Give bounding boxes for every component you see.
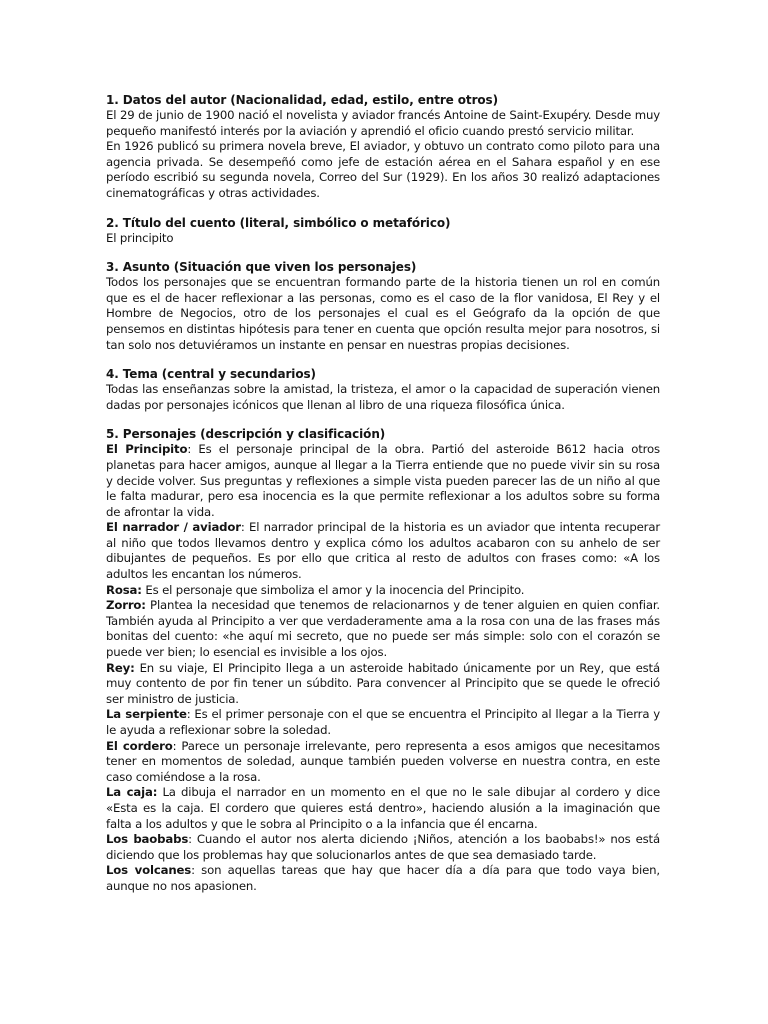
section-author (106, 92, 660, 202)
section-paragraph: El 29 de junio de 1900 nació el novelista y aviador francés Antoine de Saint-Exupéry. Desde muy pequeño manifestó interés por la aviación y aprendió el oficio cuando prestó servicio militar. (106, 108, 660, 138)
character-name: El Principito (106, 442, 188, 457)
character-description: : son aquellas tareas que hay que hacer día a día para que todo vaya bien, aunque no nos apasionen. (106, 863, 660, 893)
character-description: : El narrador principal de la historia es un aviador que intenta recuperar al niño que todos llevamos dentro y explica cómo los adultos acabaron con su anhelo de ser dibujantes de pequeños. Es por ello que critica al resto de adultos con frases como: «A los adultos les encantan los números. (106, 520, 660, 582)
character-description: La dibuja el narrador en un momento en el que no le sale dibujar al cordero y dice «Esta es la caja. El cordero que quieres está dentro», haciendo alusión a la imaginación que falta a los adultos y que le sobra al Principito o a la infancia que él encarna. (106, 785, 660, 831)
section-paragraph: Todas las enseñanzas sobre la amistad, la tristeza, el amor o la capacidad de superación vienen dadas por personajes icónicos que llenan al libro de una riqueza filosófica única. (106, 382, 660, 412)
section-paragraph: El principito (106, 230, 174, 245)
character-description: Es el personaje que simboliza el amor y la inocencia del Principito. (141, 582, 525, 597)
section-heading: 2. Título del cuento (literal, simbólico o metafórico) (106, 215, 451, 230)
character-entry (106, 739, 660, 786)
section-subject (106, 259, 660, 353)
character-entry (106, 598, 660, 660)
character-entry (106, 661, 660, 708)
section-paragraph: En 1926 publicó su primera novela breve, El aviador, y obtuvo un contrato como piloto para una agencia privada. Se desempeñó como jefe de estación aérea en el Sahara español y en ese período escribió su segunda novela, Correo del Sur (1929). En los años 30 realizó adaptaciones cinematográficas y otras actividades. (106, 139, 660, 200)
character-entry (106, 785, 660, 832)
character-name: Zorro: (106, 598, 146, 613)
section-heading: 4. Tema (central y secundarios) (106, 367, 316, 382)
character-entry (106, 863, 660, 894)
section-paragraph: Todos los personajes que se encuentran formando parte de la historia tienen un rol en común que es el de hacer reflexionar a las personas, como es el caso de la flor vanidosa, El Rey y el Hombre de Negocios, otro de los personajes el cual es el Geógrafo da la opción de que pensemos en distintas hipótesis para tener en cuenta que opción resulta mejor para nosotros, si tan solo nos detuviéramos un instante en pensar en nuestras propias decisiones. (106, 275, 660, 352)
character-description: Plantea la necesidad que tenemos de relacionarnos y de tener alguien en quien confiar. También ayuda al Principito a ver que verdaderamente ama a la rosa con una de las frases más bonitas del cuento: «he aquí mi secreto, que no puede ser más simple: solo con el corazón se puede ver bien; lo esencial es invisible a los ojos. (106, 598, 660, 660)
character-entry (106, 832, 660, 863)
section-heading: 3. Asunto (Situación que viven los personajes) (106, 260, 417, 275)
character-entry (106, 707, 660, 738)
section-heading: 5. Personajes (descripción y clasificación) (106, 427, 386, 442)
section-theme (106, 366, 660, 413)
character-name: Los volcanes (106, 863, 192, 878)
character-name: Rey: (106, 660, 135, 675)
character-description: : Es el personaje principal de la obra. Partió del asteroide B612 hacia otros planetas para hacer amigos, aunque al llegar a la Tierra entiende que no puede vivir sin su rosa y decide volver. Sus preguntas y reflexiones a simple vista pueden parecer las de un niño al que le falta madurar, pero esa inocencia es la que permite reflexionar a los adultos sobre su forma de afrontar la vida. (106, 442, 660, 519)
character-entry (106, 442, 660, 520)
character-name: La serpiente (106, 707, 187, 722)
character-name: Los baobabs (106, 832, 189, 847)
character-description: En su viaje, El Principito llega a un asteroide habitado únicamente por un Rey, que está muy contento de por fin tener un súbdito. Para convencer al Principito que se quede le ofreció ser ministro de justicia. (106, 660, 660, 706)
character-name: La caja: (106, 785, 158, 800)
document-body (106, 92, 660, 908)
character-name: Rosa: (106, 582, 142, 597)
character-description: : Es el primer personaje con el que se encuentra el Principito al llegar a la Tierra y le ayuda a reflexionar sobre la soledad. (106, 707, 660, 737)
section-heading: 1. Datos del autor (Nacionalidad, edad, estilo, entre otros) (106, 93, 498, 107)
character-description: : Parece un personaje irrelevante, pero representa a esos amigos que necesitamos tener en momentos de soledad, aunque también pueden volverse en nuestra contra, en este caso comiéndose a la rosa. (106, 738, 660, 784)
section-characters (106, 426, 660, 894)
character-name: El cordero (106, 738, 173, 753)
character-name: El narrador / aviador (106, 520, 241, 535)
character-description: : Cuando el autor nos alerta diciendo ¡Niños, atención a los baobabs!» nos está diciendo que los problemas hay que solucionarlos antes de que sea demasiado tarde. (106, 832, 660, 862)
character-entry (106, 520, 660, 582)
character-entry (106, 583, 660, 599)
section-title (106, 215, 660, 247)
